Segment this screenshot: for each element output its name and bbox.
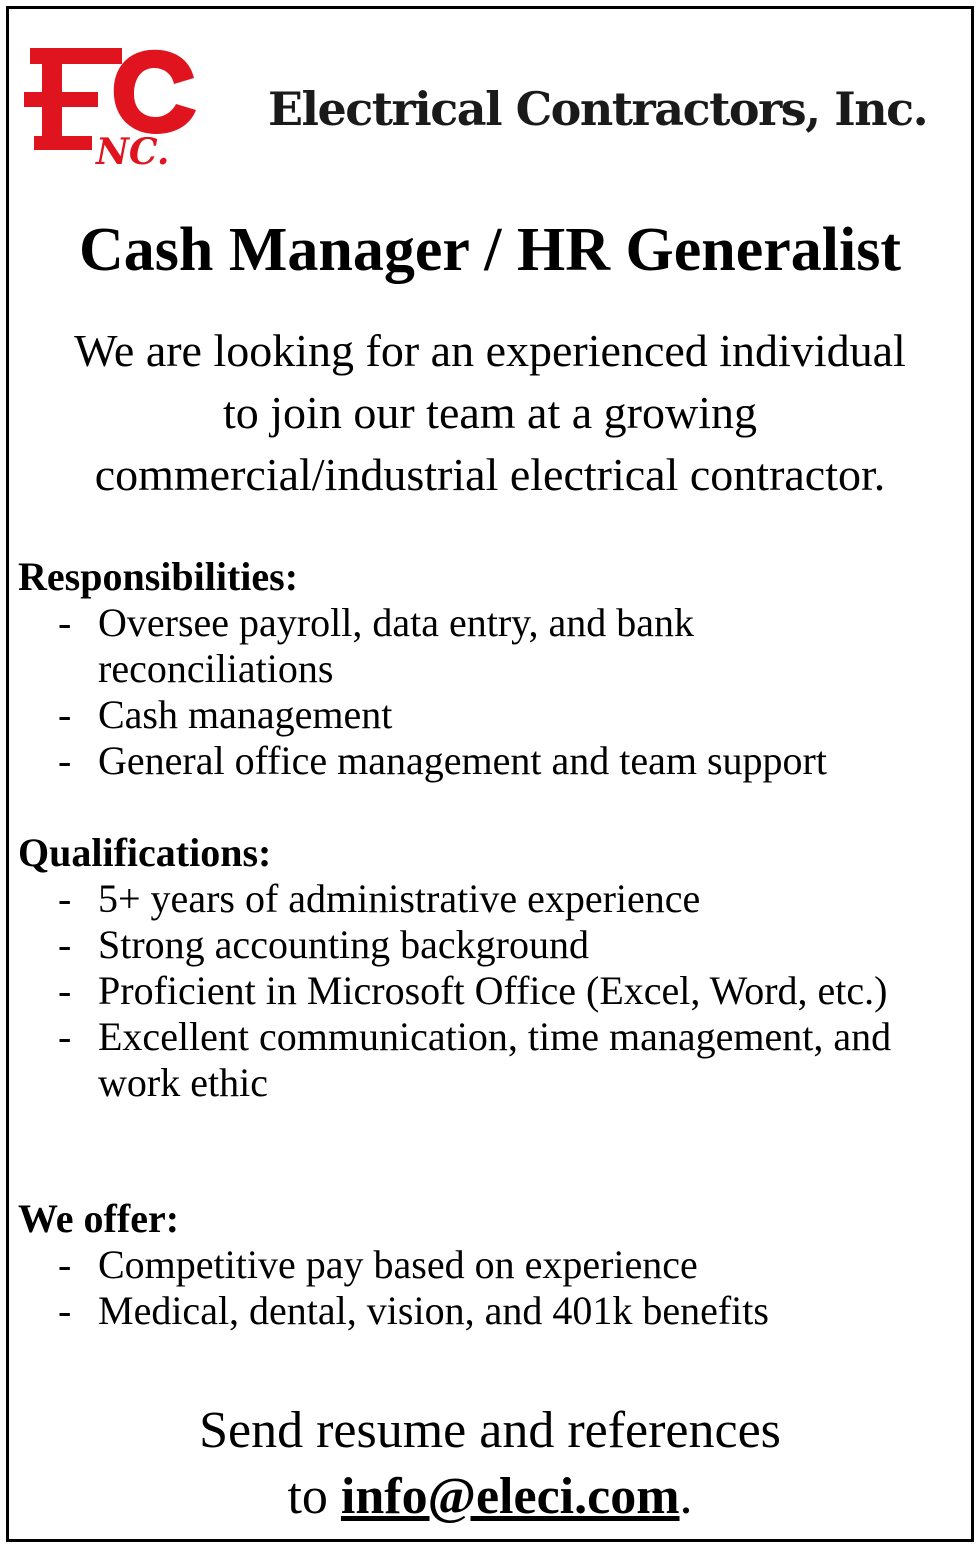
company-name: Electrical Contractors, Inc.: [268, 82, 928, 136]
intro-line: to join our team at a growing: [223, 387, 757, 438]
responsibilities-heading: Responsibilities:: [18, 554, 299, 599]
email-link[interactable]: info@eleci.com: [340, 1468, 680, 1525]
offer-heading: We offer:: [18, 1196, 180, 1241]
offer-list: [18, 1242, 958, 1334]
qualification-item: - Strong accounting background: [18, 922, 958, 968]
qualifications-section: [18, 830, 958, 1106]
contact-email-line: [0, 1464, 980, 1530]
offer-section: [18, 1196, 958, 1334]
contact-block: [0, 1398, 980, 1530]
responsibilities-list: [18, 600, 958, 784]
job-title: Cash Manager / HR Generalist: [78, 216, 901, 284]
qualifications-heading: Qualifications:: [18, 830, 272, 875]
qualification-item: - 5+ years of administrative experience: [18, 876, 958, 922]
offer-item: - Competitive pay based on experience: [18, 1242, 958, 1288]
qualification-item: - Excellent communication, time management, and work ethic: [18, 1014, 958, 1106]
offer-item: - Medical, dental, vision, and 401k benefits: [18, 1288, 958, 1334]
svg-text:NC.: NC.: [96, 131, 170, 168]
intro-line: We are looking for an experienced individual: [74, 325, 906, 376]
responsibility-item: - Oversee payroll, data entry, and bank reconciliations: [18, 600, 958, 692]
logo-mark: [24, 48, 196, 168]
qualifications-list: [18, 876, 958, 1106]
intro-line: commercial/industrial electrical contractor.: [94, 449, 886, 500]
qualification-item: - Proficient in Microsoft Office (Excel, Word, etc.): [18, 968, 958, 1014]
responsibility-item: - Cash management: [18, 692, 958, 738]
company-logo: [24, 38, 204, 168]
intro-paragraph: [0, 320, 980, 506]
responsibility-item: - General office management and team support: [18, 738, 958, 784]
contact-line: Send resume and references: [199, 1402, 781, 1459]
contact-suffix: .: [679, 1468, 693, 1525]
responsibilities-section: [18, 554, 958, 784]
contact-prefix: to: [287, 1468, 341, 1525]
